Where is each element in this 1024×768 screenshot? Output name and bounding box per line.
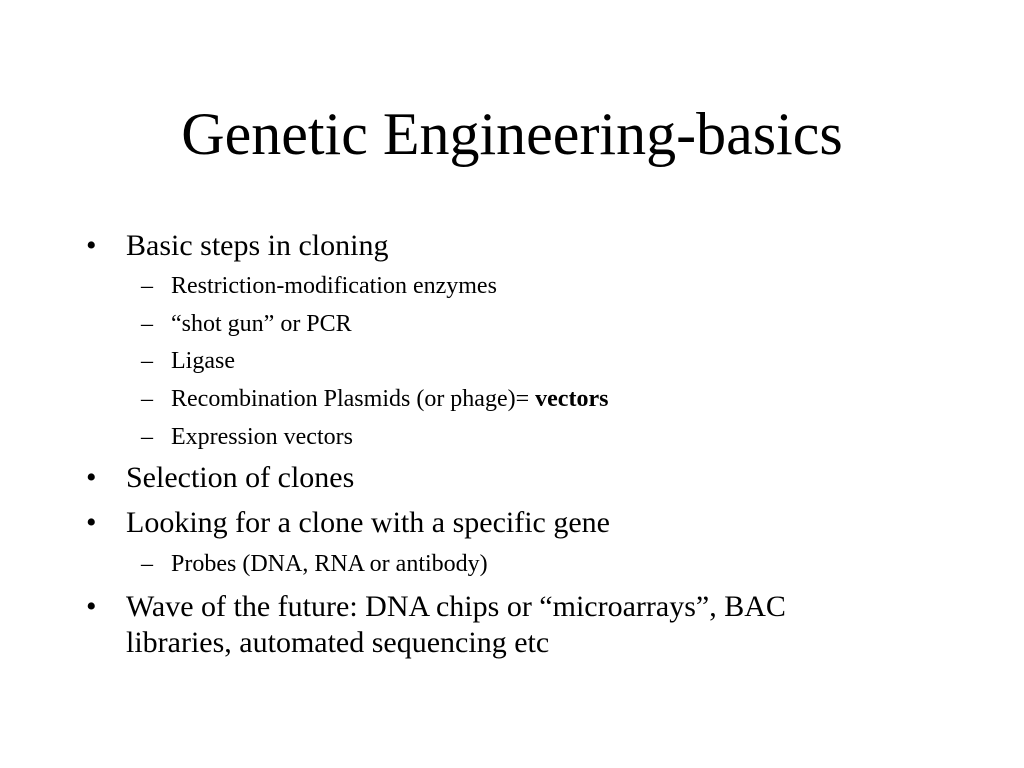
bullet-marker: •: [86, 461, 97, 494]
bullet-marker: •: [86, 590, 97, 623]
bullet-text: Wave of the future: DNA chips or “microarrays”, BAC: [126, 590, 786, 623]
dash-marker: –: [141, 386, 153, 412]
bullet-text: Selection of clones: [126, 461, 355, 494]
bullet-marker: •: [86, 506, 97, 539]
slide-title: Genetic Engineering-basics: [181, 101, 843, 167]
emphasis-text: vectors: [535, 386, 609, 412]
bullet-text: Basic steps in cloning: [126, 229, 389, 262]
sub-item-text: “shot gun” or PCR: [171, 311, 352, 337]
sub-item-text-with-emphasis: [171, 385, 608, 413]
dash-marker: –: [141, 348, 153, 374]
bullet-text-continuation: libraries, automated sequencing etc: [126, 626, 550, 659]
dash-marker: –: [141, 273, 153, 299]
sub-item-text: Restriction-modification enzymes: [171, 273, 497, 299]
sub-item-text: Expression vectors: [171, 424, 353, 450]
sub-item-text: Ligase: [171, 348, 235, 374]
dash-marker: –: [141, 424, 153, 450]
sub-item-text: Probes (DNA, RNA or antibody): [171, 551, 488, 577]
dash-marker: –: [141, 311, 153, 337]
dash-marker: –: [141, 551, 153, 577]
bullet-marker: •: [86, 229, 97, 262]
bullet-text: Looking for a clone with a specific gene: [126, 506, 610, 539]
sub-item-text: Recombination Plasmids (or phage)=: [171, 386, 536, 412]
